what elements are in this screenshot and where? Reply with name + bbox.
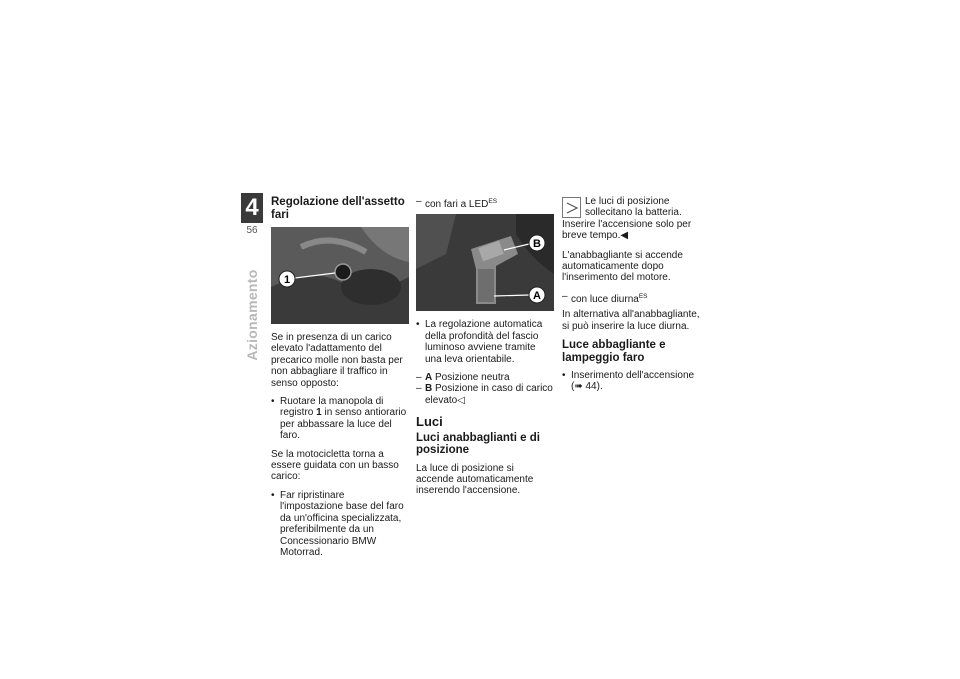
- heading-headlight-adjustment: Regolazione dell'assetto fari: [271, 196, 405, 221]
- bullet-list-auto: [416, 319, 554, 365]
- paragraph-daylight-alternative: In alternativa all'anabbagliante, si può inserire la luce diurna.: [562, 309, 700, 332]
- callout-1: 1: [283, 274, 291, 286]
- bullet-ignition: [562, 370, 700, 393]
- bullet-rotate-knob-text-end: in senso antiorario per abbassare la luce del faro.: [280, 407, 407, 442]
- notice-text: Le luci di posizione sollecitano la batteria. Inserire l'accensione solo per breve tempo.: [562, 196, 692, 242]
- position-dash-list: [416, 372, 554, 406]
- led-dash-list: [416, 196, 554, 210]
- heading-low-beam-position: Luci anabbaglianti e di posizione: [416, 431, 540, 457]
- notice-battery: [562, 196, 700, 242]
- daylight-sup: ES: [638, 292, 648, 300]
- paragraph-high-load: Se in presenza di un carico elevato l'adattamento del precarico molle non basta per non abbagliare il traffico in senso opposto:: [271, 332, 403, 389]
- dash-position-a: [416, 372, 554, 383]
- column-2: [416, 196, 554, 504]
- dash-led-headlights: [416, 196, 554, 210]
- photo-adjuster-knob: [271, 227, 409, 324]
- section-side-title-text: Azionamento: [244, 269, 260, 361]
- bullet-rotate-knob-text: Ruotare la manopola di registro: [280, 396, 384, 419]
- chapter-tab: [241, 193, 263, 236]
- column-1: [271, 196, 409, 565]
- paragraph-low-beam-auto: L'anabbagliante si accende automaticamente dopo l'inserimento del motore.: [562, 249, 683, 284]
- end-mark: ◁: [457, 394, 465, 406]
- bullet-restore-setting: • Far ripristinare l'impostazione base del faro da un'officina specializzata, preferibilmente da un Concessionario BMW Motorrad.: [271, 490, 409, 558]
- dash-daylight-label: con luce diurna: [571, 293, 639, 305]
- key-a: A: [425, 372, 433, 384]
- callout-a: A: [533, 290, 541, 303]
- led-sup: ES: [488, 198, 498, 205]
- page-number: 56: [246, 225, 258, 236]
- key-1: 1: [316, 407, 322, 419]
- dash-led-label: con fari a LED: [425, 199, 489, 210]
- key-b: B: [425, 383, 433, 395]
- chapter-number: 4: [241, 193, 263, 223]
- notice-triangle-icon: [562, 197, 581, 218]
- dash-position-b: [416, 383, 554, 406]
- bullet-list-ignition: [562, 370, 700, 393]
- page-reference-link[interactable]: (➠ 44).: [571, 381, 603, 393]
- dash-daylight: [562, 291, 700, 305]
- dash-position-a-text: Posizione neutra: [432, 372, 510, 384]
- daylight-dash-list: [562, 291, 700, 305]
- dash-position-b-text: Posizione in caso di carico elevato: [425, 383, 553, 406]
- section-title-lights: Luci: [416, 414, 443, 430]
- section-side-title: [228, 270, 276, 360]
- bullet-list-1: [271, 396, 409, 442]
- bullet-list-2: [271, 490, 409, 558]
- notice-end-mark: ◀: [620, 230, 629, 242]
- bullet-auto-regulation: • La regolazione automatica della profondità del fascio luminoso avviene tramite una leva orientabile.: [416, 319, 554, 365]
- column-3: [562, 196, 700, 400]
- photo-lever-drawing: [416, 214, 554, 311]
- callout-b: B: [533, 238, 541, 251]
- bullet-ignition-text: Inserimento dell'accensione: [571, 370, 695, 382]
- paragraph-low-load: Se la motocicletta torna a essere guidata con un basso carico:: [271, 448, 399, 483]
- paragraph-position-light: La luce di posizione si accende automaticamente inserendo l'accensione.: [416, 462, 534, 497]
- bullet-rotate-knob: [271, 396, 409, 442]
- photo-lever: [416, 214, 554, 311]
- heading-high-beam: Luce abbagliante e lampeggio faro: [562, 339, 666, 364]
- photo-adjuster-knob-drawing: [271, 227, 409, 324]
